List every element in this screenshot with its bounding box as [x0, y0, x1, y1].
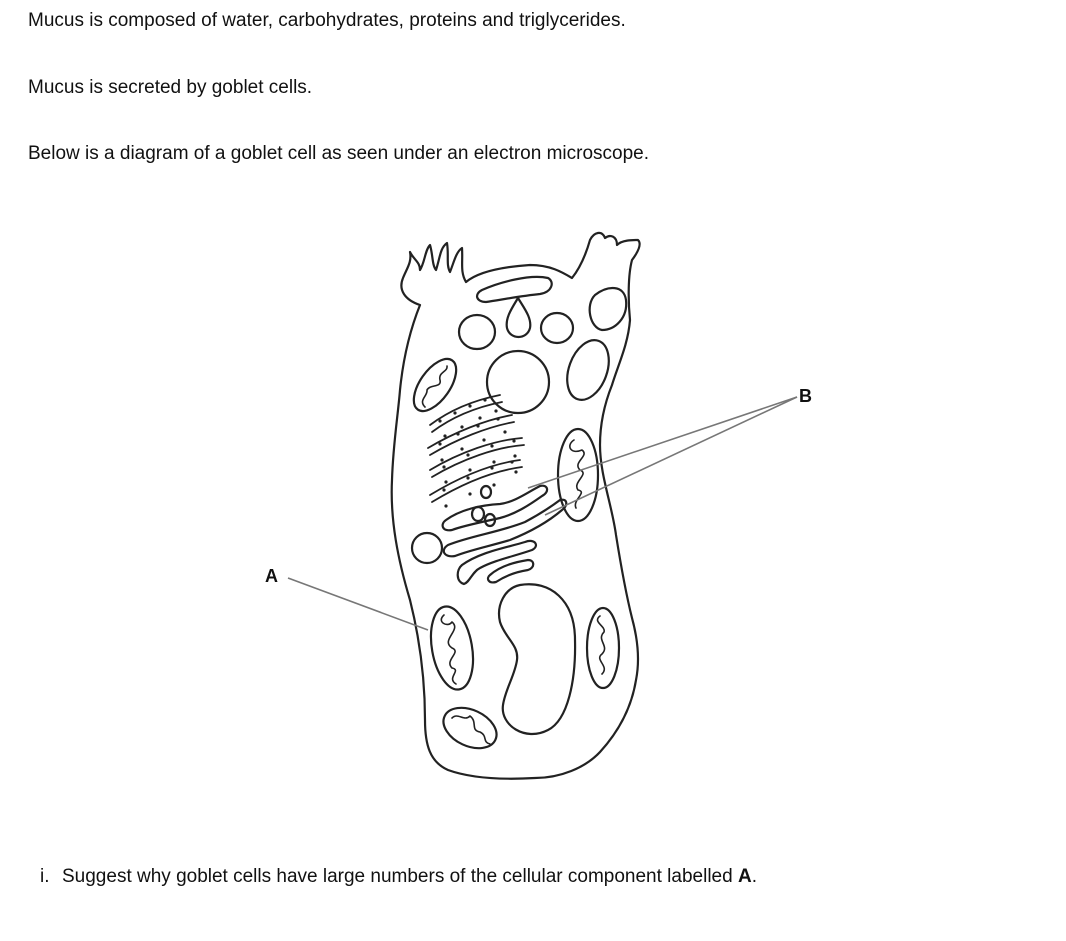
corner-vesicle	[590, 288, 627, 330]
mitochondrion-bottom	[437, 700, 503, 756]
golgi-apparatus	[443, 486, 567, 584]
question-end: .	[751, 866, 757, 887]
question-number: i.	[40, 866, 50, 887]
question-i	[40, 866, 757, 888]
leader-line-b-upper	[528, 397, 797, 488]
mitochondrion-lower-right	[587, 608, 619, 688]
vesicle	[459, 315, 495, 349]
cell-membrane	[392, 233, 640, 779]
intro-line-diagram: Below is a diagram of a goblet cell as seen under an electron microscope.	[28, 143, 650, 164]
mitochondrion-upper-left	[406, 352, 465, 418]
small-vesicle	[472, 507, 484, 521]
vesicle	[541, 313, 573, 343]
question-label: A	[737, 866, 752, 887]
intro-line-composition: Mucus is composed of water, carbohydrates, proteins and triglycerides.	[28, 10, 626, 31]
drop-vesicle	[507, 298, 531, 337]
mitochondrion-lower-left	[425, 603, 479, 693]
question-text: Suggest why goblet cells have large numbers of the cellular component labelled	[62, 866, 733, 887]
top-elongated-vesicle	[477, 277, 552, 302]
label-a: A	[265, 566, 278, 586]
nucleus	[499, 584, 575, 734]
vesicle	[412, 533, 442, 563]
label-b: B	[799, 386, 812, 406]
intro-line-secretion: Mucus is secreted by goblet cells.	[28, 77, 313, 98]
small-vesicle	[481, 486, 491, 498]
